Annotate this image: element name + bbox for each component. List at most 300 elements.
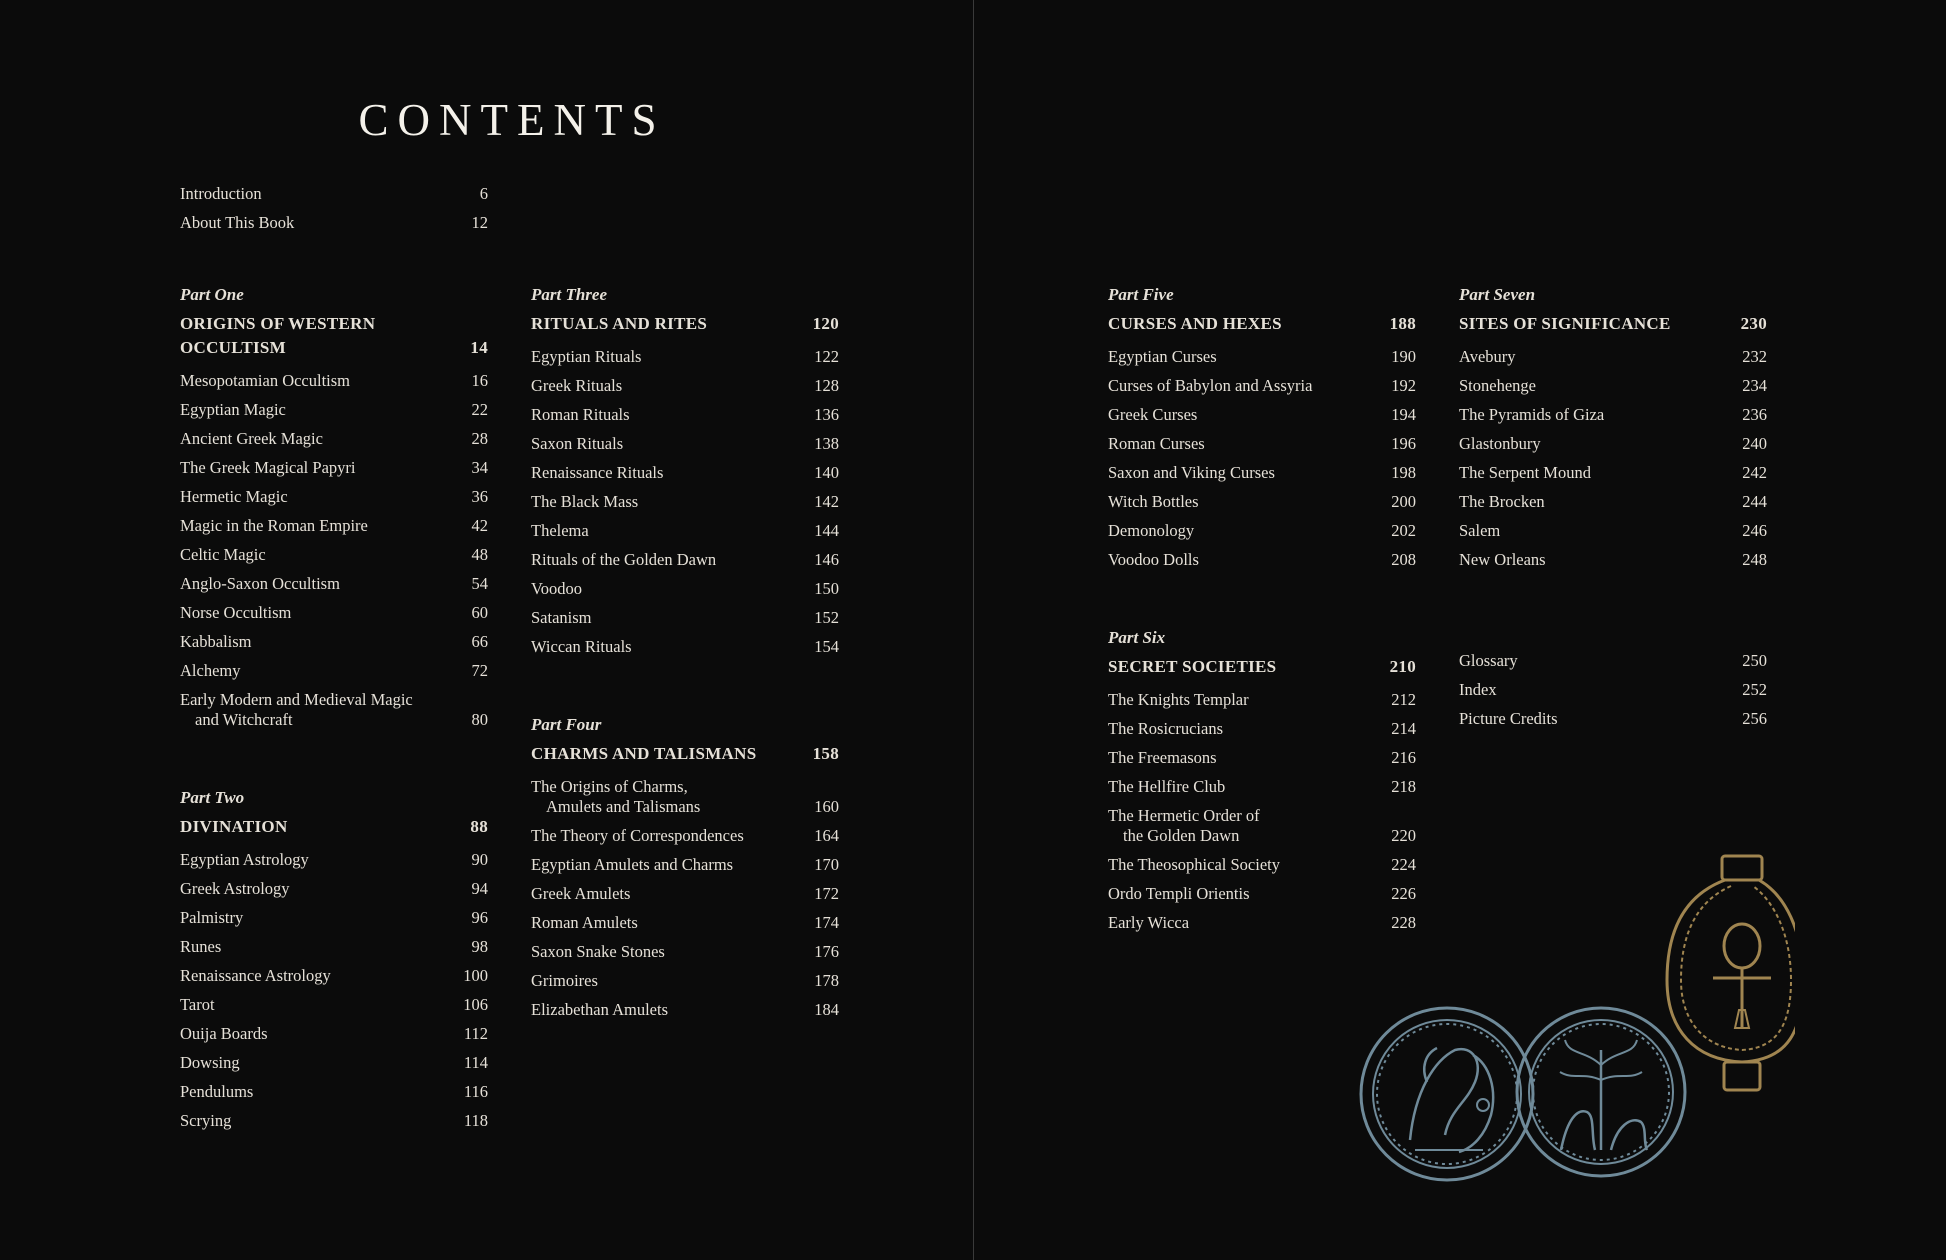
entry-page: 16 xyxy=(471,371,488,390)
toc-entry[interactable] xyxy=(1459,651,1767,671)
entry-page: 192 xyxy=(1391,376,1416,395)
heading-page: 120 xyxy=(812,314,839,333)
toc-entry[interactable] xyxy=(180,574,488,594)
part-two-section xyxy=(180,787,488,1131)
entry-page: 184 xyxy=(814,1000,839,1019)
part-label: Part Six xyxy=(1108,628,1166,647)
entry-title-line: Pendulums xyxy=(180,1082,254,1101)
toc-entry[interactable] xyxy=(180,516,488,536)
part-heading[interactable] xyxy=(1108,312,1416,336)
toc-entry[interactable] xyxy=(180,545,488,565)
entry-page: 100 xyxy=(463,966,488,985)
toc-entry[interactable] xyxy=(531,637,839,657)
entry-title-line: Egyptian Amulets and Charms xyxy=(531,855,734,874)
entry-title xyxy=(180,1082,448,1102)
entry-title-line: Egyptian Astrology xyxy=(180,850,309,869)
heading-text: SITES OF SIGNIFICANCE xyxy=(1459,314,1671,333)
entry-title xyxy=(1108,806,1376,846)
entry-title-line: Magic in the Roman Empire xyxy=(180,516,368,535)
entry-title xyxy=(1108,550,1376,570)
entry-title xyxy=(180,966,448,986)
entry-title-line: Demonology xyxy=(1108,521,1195,540)
entry-title xyxy=(180,458,448,478)
entry-title xyxy=(180,1024,448,1044)
toc-entry[interactable] xyxy=(180,184,488,204)
entry-title xyxy=(180,1053,448,1073)
entry-title-line: Roman Curses xyxy=(1108,434,1205,453)
entry-title-line: Salem xyxy=(1459,521,1501,540)
part-label: Part Four xyxy=(531,715,602,734)
heading-line: ORIGINS OF WESTERN xyxy=(180,314,376,333)
entry-title-line: Curses of Babylon and Assyria xyxy=(1108,376,1313,395)
entry-page: 112 xyxy=(463,1024,488,1043)
heading-text: DIVINATION xyxy=(180,817,288,836)
entry-title-line: The Freemasons xyxy=(1108,748,1217,767)
toc-entry[interactable] xyxy=(1108,521,1416,541)
toc-entry[interactable] xyxy=(180,603,488,623)
entry-page: 142 xyxy=(814,492,839,511)
toc-entry[interactable] xyxy=(531,376,839,396)
entry-title xyxy=(531,521,799,541)
entry-title-line: Thelema xyxy=(531,521,589,540)
toc-entry[interactable] xyxy=(180,1082,488,1102)
part-five-section xyxy=(1108,284,1416,570)
entry-title xyxy=(1459,405,1727,425)
entry-title xyxy=(180,690,448,730)
back-matter xyxy=(1459,651,1767,738)
entry-page: 60 xyxy=(471,603,488,622)
entry-title xyxy=(1459,434,1727,454)
entry-title xyxy=(531,913,799,933)
toc-entry[interactable] xyxy=(180,850,488,870)
entry-title-line: Ancient Greek Magic xyxy=(180,429,323,448)
entry-title xyxy=(1459,347,1727,367)
ankh-amulet xyxy=(1667,856,1795,1090)
left-coin xyxy=(1361,1008,1533,1180)
entry-title xyxy=(531,434,799,454)
entry-title-line: Runes xyxy=(180,937,222,956)
entry-page: 172 xyxy=(814,884,839,903)
heading-text: SECRET SOCIETIES xyxy=(1108,657,1277,676)
toc-entry[interactable] xyxy=(1108,550,1416,570)
entry-page: 216 xyxy=(1391,748,1416,767)
toc-entry[interactable] xyxy=(180,937,488,957)
toc-entry[interactable] xyxy=(180,213,488,233)
toc-entry[interactable] xyxy=(180,879,488,899)
entry-page: 194 xyxy=(1391,405,1416,424)
toc-entry[interactable] xyxy=(1459,492,1767,512)
toc-entry[interactable] xyxy=(1108,719,1416,739)
toc-entry[interactable] xyxy=(531,942,839,962)
entry-list xyxy=(1459,651,1767,729)
entry-title xyxy=(1459,492,1727,512)
entry-page: 208 xyxy=(1391,550,1416,569)
toc-entry[interactable] xyxy=(1108,376,1416,396)
entry-title-line: Avebury xyxy=(1459,347,1516,366)
toc-entry[interactable] xyxy=(1108,748,1416,768)
heading-page: 188 xyxy=(1389,314,1416,333)
entry-title-line: Alchemy xyxy=(180,661,241,680)
entry-page: 174 xyxy=(814,913,839,932)
entry-title xyxy=(531,855,799,875)
toc-entry[interactable] xyxy=(180,1024,488,1044)
part-heading[interactable] xyxy=(1108,655,1416,679)
entry-title-line: Scrying xyxy=(180,1111,232,1130)
toc-entry[interactable] xyxy=(531,492,839,512)
front-matter xyxy=(180,184,488,242)
entry-title xyxy=(1459,521,1727,541)
entry-page: 218 xyxy=(1391,777,1416,796)
entry-title xyxy=(1459,550,1727,570)
entry-title-line: Early Wicca xyxy=(1108,913,1190,932)
toc-entry[interactable] xyxy=(180,995,488,1015)
entry-page: 48 xyxy=(471,545,488,564)
page-title: CONTENTS xyxy=(358,95,666,145)
entry-title-line: Index xyxy=(1459,680,1497,699)
entry-title-line: The Black Mass xyxy=(531,492,639,511)
entry-title-line: Wiccan Rituals xyxy=(531,637,632,656)
entry-title xyxy=(1459,376,1727,396)
entry-title xyxy=(531,347,799,367)
entry-title-line: Anglo-Saxon Occultism xyxy=(180,574,340,593)
entry-title xyxy=(180,937,448,957)
toc-entry[interactable] xyxy=(531,521,839,541)
toc-entry[interactable] xyxy=(180,400,488,420)
heading-page: 158 xyxy=(812,744,839,763)
toc-entry[interactable] xyxy=(1108,347,1416,367)
heading-text: CURSES AND HEXES xyxy=(1108,314,1282,333)
entry-title xyxy=(1459,651,1727,671)
entry-page: 128 xyxy=(814,376,839,395)
column-1 xyxy=(180,284,488,1188)
toc-entry[interactable] xyxy=(531,971,839,991)
entry-page: 54 xyxy=(471,574,488,593)
part-seven-section xyxy=(1459,284,1767,570)
toc-entry[interactable] xyxy=(531,463,839,483)
part-heading[interactable] xyxy=(1459,312,1767,336)
entry-page: 252 xyxy=(1742,680,1767,699)
entry-page: 94 xyxy=(471,879,488,898)
entry-title xyxy=(1459,709,1727,729)
toc-entry[interactable] xyxy=(531,550,839,570)
entry-page: 116 xyxy=(463,1082,488,1101)
entry-title-line: Egyptian Curses xyxy=(1108,347,1217,366)
entry-page: 240 xyxy=(1742,434,1767,453)
entry-page: 214 xyxy=(1391,719,1416,738)
entry-page: 136 xyxy=(814,405,839,424)
entry-title xyxy=(180,516,448,536)
entry-title xyxy=(1108,690,1376,710)
entry-title xyxy=(531,376,799,396)
heading-page: 14 xyxy=(470,338,488,357)
entry-title xyxy=(1108,884,1376,904)
entry-title-line: The Hermetic Order of xyxy=(1108,806,1260,825)
entry-title-line: Glossary xyxy=(1459,651,1518,670)
toc-entry[interactable] xyxy=(531,347,839,367)
entry-page: 220 xyxy=(1391,826,1416,845)
entry-title-line: The Knights Templar xyxy=(1108,690,1249,709)
entry-title: About This Book xyxy=(180,213,295,232)
entry-page: 138 xyxy=(814,434,839,453)
entry-title-line: Early Modern and Medieval Magic xyxy=(180,690,413,709)
entry-title-line: Egyptian Magic xyxy=(180,400,286,419)
entry-title-line: Greek Astrology xyxy=(180,879,290,898)
heading-page: 88 xyxy=(470,817,488,836)
entry-title xyxy=(1108,748,1376,768)
entry-list xyxy=(531,347,839,657)
entry-page: 236 xyxy=(1742,405,1767,424)
entry-page: 34 xyxy=(471,458,488,477)
entry-title-line: Picture Credits xyxy=(1459,709,1558,728)
entry-page: 90 xyxy=(471,850,488,869)
entry-title-line: Glastonbury xyxy=(1459,434,1541,453)
entry-title xyxy=(1108,347,1376,367)
entry-title xyxy=(180,632,448,652)
right-coin xyxy=(1517,1008,1685,1176)
heading-text: CHARMS AND TALISMANS xyxy=(531,744,757,763)
part-heading[interactable] xyxy=(180,312,488,360)
heading-line: OCCULTISM xyxy=(180,338,286,357)
toc-entry[interactable] xyxy=(180,966,488,986)
toc-entry[interactable] xyxy=(1108,777,1416,797)
toc-entry[interactable] xyxy=(1108,492,1416,512)
part-four-section xyxy=(531,714,839,1020)
toc-entry[interactable] xyxy=(1459,680,1767,700)
toc-entry[interactable] xyxy=(1459,463,1767,483)
toc-entry[interactable] xyxy=(531,608,839,628)
entry-title xyxy=(531,637,799,657)
entry-title-line: Voodoo xyxy=(531,579,583,598)
toc-entry[interactable] xyxy=(180,690,488,730)
toc-entry[interactable] xyxy=(531,855,839,875)
entry-page: 72 xyxy=(471,661,488,680)
entry-page: 196 xyxy=(1391,434,1416,453)
entry-page: 96 xyxy=(471,908,488,927)
entry-page: 244 xyxy=(1742,492,1767,511)
entry-title xyxy=(1108,913,1376,933)
toc-entry[interactable] xyxy=(531,884,839,904)
entry-title-line: Mesopotamian Occultism xyxy=(180,371,351,390)
entry-title-line: The Hellfire Club xyxy=(1108,777,1226,796)
entry-title xyxy=(1108,376,1376,396)
entry-page: 202 xyxy=(1391,521,1416,540)
entry-title xyxy=(180,429,448,449)
entry-page: 212 xyxy=(1391,690,1416,709)
toc-entry[interactable] xyxy=(180,632,488,652)
entry-title: Introduction xyxy=(180,184,262,203)
entry-page: 160 xyxy=(814,797,839,816)
part-label: Part Five xyxy=(1108,285,1174,304)
entry-title-line: Roman Rituals xyxy=(531,405,630,424)
entry-title-line: Renaissance Astrology xyxy=(180,966,331,985)
entry-title-line: Renaissance Rituals xyxy=(531,463,664,482)
part-heading[interactable] xyxy=(180,815,488,839)
entry-title xyxy=(180,574,448,594)
part-heading[interactable] xyxy=(531,312,839,336)
entry-page: 170 xyxy=(814,855,839,874)
entry-page: 12 xyxy=(471,213,488,232)
entry-title xyxy=(1108,855,1376,875)
toc-entry[interactable] xyxy=(1459,376,1767,396)
entry-title-line: The Theory of Correspondences xyxy=(531,826,744,845)
entry-title xyxy=(180,1111,448,1131)
entry-title-line: Witch Bottles xyxy=(1108,492,1199,511)
entry-page: 232 xyxy=(1742,347,1767,366)
part-label: Part Seven xyxy=(1459,285,1536,304)
toc-entry[interactable] xyxy=(1459,550,1767,570)
part-heading[interactable] xyxy=(531,742,839,766)
part-three-section xyxy=(531,284,839,657)
entry-title xyxy=(1108,434,1376,454)
entry-page: 154 xyxy=(814,637,839,656)
entry-title xyxy=(531,492,799,512)
entry-page: 176 xyxy=(814,942,839,961)
entry-title-line: Saxon Rituals xyxy=(531,434,624,453)
entry-page: 242 xyxy=(1742,463,1767,482)
toc-entry[interactable] xyxy=(180,908,488,928)
entry-page: 150 xyxy=(814,579,839,598)
toc-entry[interactable] xyxy=(1459,405,1767,425)
entry-title xyxy=(180,487,448,507)
heading-page: 230 xyxy=(1740,314,1767,333)
toc-entry[interactable] xyxy=(180,487,488,507)
heading-page: 210 xyxy=(1389,657,1416,676)
entry-title-line: Celtic Magic xyxy=(180,545,266,564)
part-one-section xyxy=(180,284,488,730)
column-2 xyxy=(531,284,839,1077)
toc-entry[interactable] xyxy=(1108,806,1416,846)
entry-page: 248 xyxy=(1742,550,1767,569)
entry-title-line: Greek Amulets xyxy=(531,884,631,903)
entry-title-line: Norse Occultism xyxy=(180,603,292,622)
entry-title-line: Ouija Boards xyxy=(180,1024,268,1043)
entry-title xyxy=(531,777,799,817)
entry-page: 234 xyxy=(1742,376,1767,395)
toc-entry[interactable] xyxy=(531,826,839,846)
entry-page: 190 xyxy=(1391,347,1416,366)
entry-title xyxy=(180,661,448,681)
entry-page: 226 xyxy=(1391,884,1416,903)
entry-title xyxy=(1108,777,1376,797)
toc-entry[interactable] xyxy=(1459,347,1767,367)
entry-title-line: Voodoo Dolls xyxy=(1108,550,1199,569)
entry-title-line: Satanism xyxy=(531,608,592,627)
entry-title xyxy=(531,826,799,846)
entry-title-line: Hermetic Magic xyxy=(180,487,288,506)
entry-title xyxy=(531,608,799,628)
toc-entry[interactable] xyxy=(180,371,488,391)
entry-title xyxy=(1459,680,1727,700)
entry-page: 106 xyxy=(463,995,488,1014)
entry-title xyxy=(1108,463,1376,483)
entry-page: 178 xyxy=(814,971,839,990)
toc-entry[interactable] xyxy=(180,429,488,449)
entry-title xyxy=(180,995,448,1015)
entry-list xyxy=(1459,347,1767,570)
entry-list xyxy=(180,850,488,1131)
entry-title xyxy=(180,545,448,565)
toc-entry[interactable] xyxy=(531,434,839,454)
part-label: Part Three xyxy=(531,285,608,304)
toc-entry[interactable] xyxy=(531,405,839,425)
entry-title-line: Kabbalism xyxy=(180,632,252,651)
entry-title xyxy=(531,1000,799,1020)
entry-page: 246 xyxy=(1742,521,1767,540)
toc-entry[interactable] xyxy=(180,458,488,478)
entry-page: 6 xyxy=(479,184,488,203)
column-4 xyxy=(1459,284,1767,627)
toc-entry[interactable] xyxy=(180,1053,488,1073)
entry-page: 164 xyxy=(814,826,839,845)
entry-list xyxy=(531,777,839,1020)
entry-page: 118 xyxy=(463,1111,488,1130)
entry-title-line: The Theosophical Society xyxy=(1108,855,1280,874)
entry-title-line: Elizabethan Amulets xyxy=(531,1000,669,1019)
entry-title xyxy=(1108,719,1376,739)
entry-page: 122 xyxy=(814,347,839,366)
entry-title xyxy=(180,850,448,870)
entry-title-line: The Greek Magical Papyri xyxy=(180,458,356,477)
toc-entry[interactable] xyxy=(1459,434,1767,454)
entry-page: 144 xyxy=(814,521,839,540)
entry-title xyxy=(531,971,799,991)
toc-entry[interactable] xyxy=(531,1000,839,1020)
entry-page: 152 xyxy=(814,608,839,627)
entry-title xyxy=(531,463,799,483)
toc-entry[interactable] xyxy=(1108,434,1416,454)
toc-entry[interactable] xyxy=(1459,709,1767,729)
entry-page: 200 xyxy=(1391,492,1416,511)
entry-title xyxy=(180,908,448,928)
entry-title-line: Tarot xyxy=(180,995,215,1014)
entry-title-line: Rituals of the Golden Dawn xyxy=(531,550,717,569)
entry-title-line: Dowsing xyxy=(180,1053,240,1072)
entry-page: 256 xyxy=(1742,709,1767,728)
toc-entry[interactable] xyxy=(1108,690,1416,710)
entry-page: 228 xyxy=(1391,913,1416,932)
entry-page: 98 xyxy=(471,937,488,956)
toc-entry[interactable] xyxy=(1108,463,1416,483)
entry-title-line: New Orleans xyxy=(1459,550,1546,569)
toc-entry[interactable] xyxy=(531,913,839,933)
entry-title-line: The Rosicrucians xyxy=(1108,719,1224,738)
entry-title-line: The Brocken xyxy=(1459,492,1545,511)
part-label: Part One xyxy=(180,285,244,304)
entry-title-line: Saxon Snake Stones xyxy=(531,942,665,961)
entry-title-line: The Serpent Mound xyxy=(1459,463,1591,482)
toc-entry[interactable] xyxy=(531,777,839,817)
entry-title-line: The Pyramids of Giza xyxy=(1459,405,1605,424)
entry-page: 140 xyxy=(814,463,839,482)
entry-title xyxy=(180,603,448,623)
toc-entry[interactable] xyxy=(1459,521,1767,541)
entry-title xyxy=(531,550,799,570)
toc-entry[interactable] xyxy=(1108,405,1416,425)
toc-entry[interactable] xyxy=(531,579,839,599)
entry-title-line: Greek Curses xyxy=(1108,405,1198,424)
part-label: Part Two xyxy=(180,788,245,807)
entry-page: 28 xyxy=(471,429,488,448)
entry-title xyxy=(180,879,448,899)
toc-entry[interactable] xyxy=(180,1111,488,1131)
entry-title xyxy=(531,405,799,425)
toc-entry[interactable] xyxy=(180,661,488,681)
entry-title xyxy=(531,579,799,599)
entry-title xyxy=(1108,492,1376,512)
entry-title-line: and Witchcraft xyxy=(195,710,293,729)
entry-title-line: Amulets and Talismans xyxy=(546,797,701,816)
entry-title-line: Stonehenge xyxy=(1459,376,1536,395)
